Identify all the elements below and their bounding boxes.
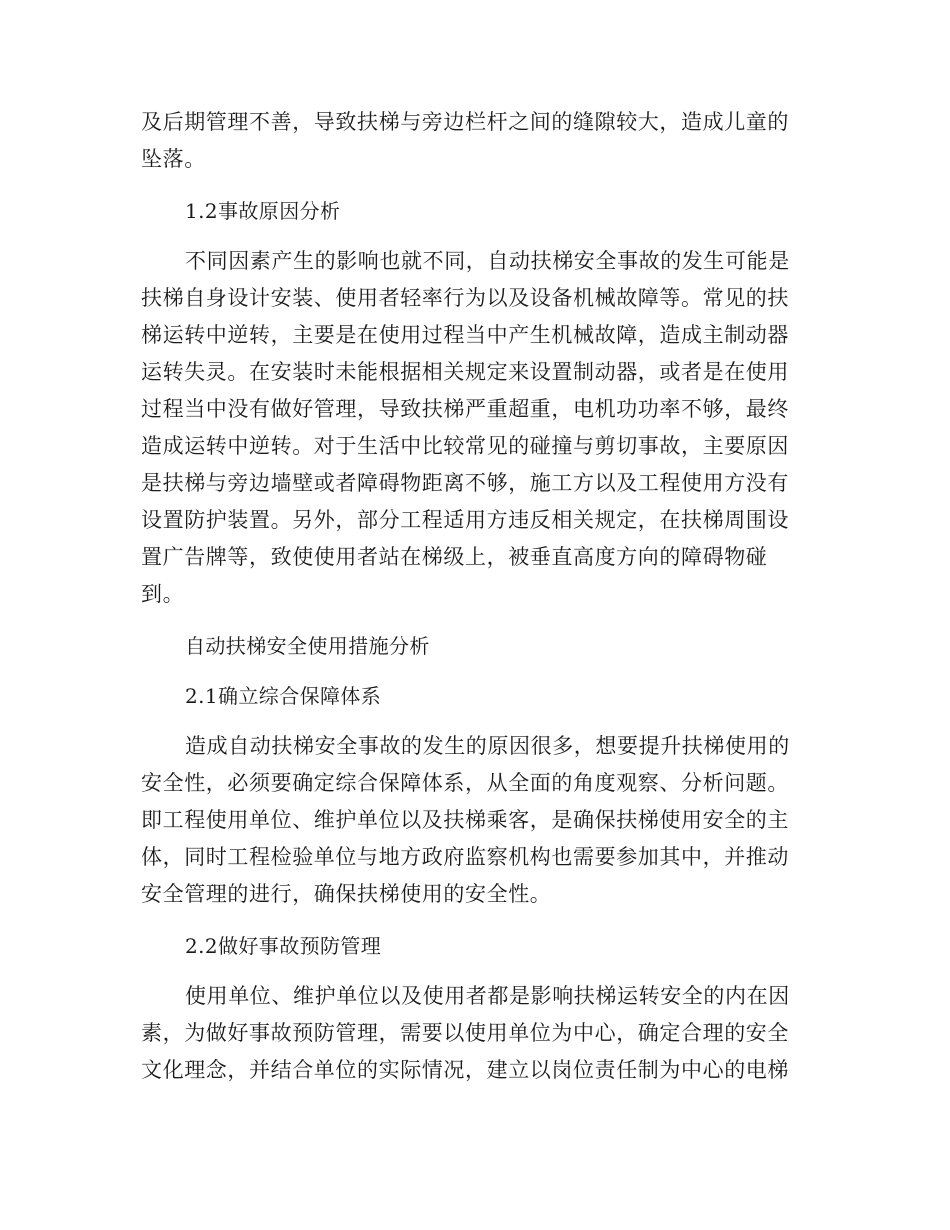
text-line: 坠落。 bbox=[141, 147, 206, 171]
text-line: 安全性，必须要确定综合保障体系，从全面的角度观察、分析问题。 bbox=[141, 771, 789, 795]
subsection-heading: 2.1确立综合保障体系 bbox=[185, 684, 382, 708]
text-line: 安全管理的进行，确保扶梯使用的安全性。 bbox=[141, 882, 552, 906]
section-heading: 1.2事故原因分析 bbox=[185, 199, 341, 223]
text-line: 及后期管理不善，导致扶梯与旁边栏杆之间的缝隙较大，造成儿童的 bbox=[141, 110, 789, 134]
text-line: 素，为做好事故预防管理，需要以使用单位为中心，确定合理的安全 bbox=[141, 1021, 789, 1045]
text-line: 设置防护装置。另外，部分工程适用方违反相关规定，在扶梯周围设 bbox=[141, 508, 789, 532]
text-line: 到。 bbox=[141, 582, 185, 606]
text-line: 造成自动扶梯安全事故的发生的原因很多，想要提升扶梯使用的 bbox=[185, 734, 790, 758]
subsection-heading: 2.2做好事故预防管理 bbox=[185, 934, 382, 958]
text-line: 扶梯自身设计安装、使用者轻率行为以及设备机械故障等。常见的扶 bbox=[141, 286, 789, 310]
paragraph bbox=[141, 104, 801, 178]
text-line: 运转失灵。在安装时未能根据相关规定来设置制动器，或者是在使用 bbox=[141, 360, 789, 384]
text-line: 体，同时工程检验单位与地方政府监察机构也需要参加其中，并推动 bbox=[141, 845, 789, 869]
text-line: 梯运转中逆转，主要是在使用过程当中产生机械故障，造成主制动器 bbox=[141, 323, 789, 347]
text-line: 是扶梯与旁边墙壁或者障碍物距离不够，施工方以及工程使用方没有 bbox=[141, 471, 789, 495]
paragraph bbox=[141, 978, 801, 1089]
text-line: 即工程使用单位、维护单位以及扶梯乘客，是确保扶梯使用安全的主 bbox=[141, 808, 789, 832]
section-heading: 自动扶梯安全使用措施分析 bbox=[185, 634, 430, 658]
paragraph bbox=[141, 728, 801, 913]
text-line: 造成运转中逆转。对于生活中比较常见的碰撞与剪切事故，主要原因 bbox=[141, 434, 789, 458]
document-body bbox=[141, 104, 801, 1089]
text-line: 文化理念，并结合单位的实际情况，建立以岗位责任制为中心的电梯 bbox=[141, 1058, 789, 1082]
text-line: 使用单位、维护单位以及使用者都是影响扶梯运转安全的内在因 bbox=[185, 984, 790, 1008]
text-line: 置广告牌等，致使使用者站在梯级上，被垂直高度方向的障碍物碰 bbox=[141, 545, 768, 569]
paragraph bbox=[141, 243, 801, 613]
text-line: 不同因素产生的影响也就不同，自动扶梯安全事故的发生可能是 bbox=[185, 249, 790, 273]
text-line: 过程当中没有做好管理，导致扶梯严重超重，电机功功率不够，最终 bbox=[141, 397, 789, 421]
